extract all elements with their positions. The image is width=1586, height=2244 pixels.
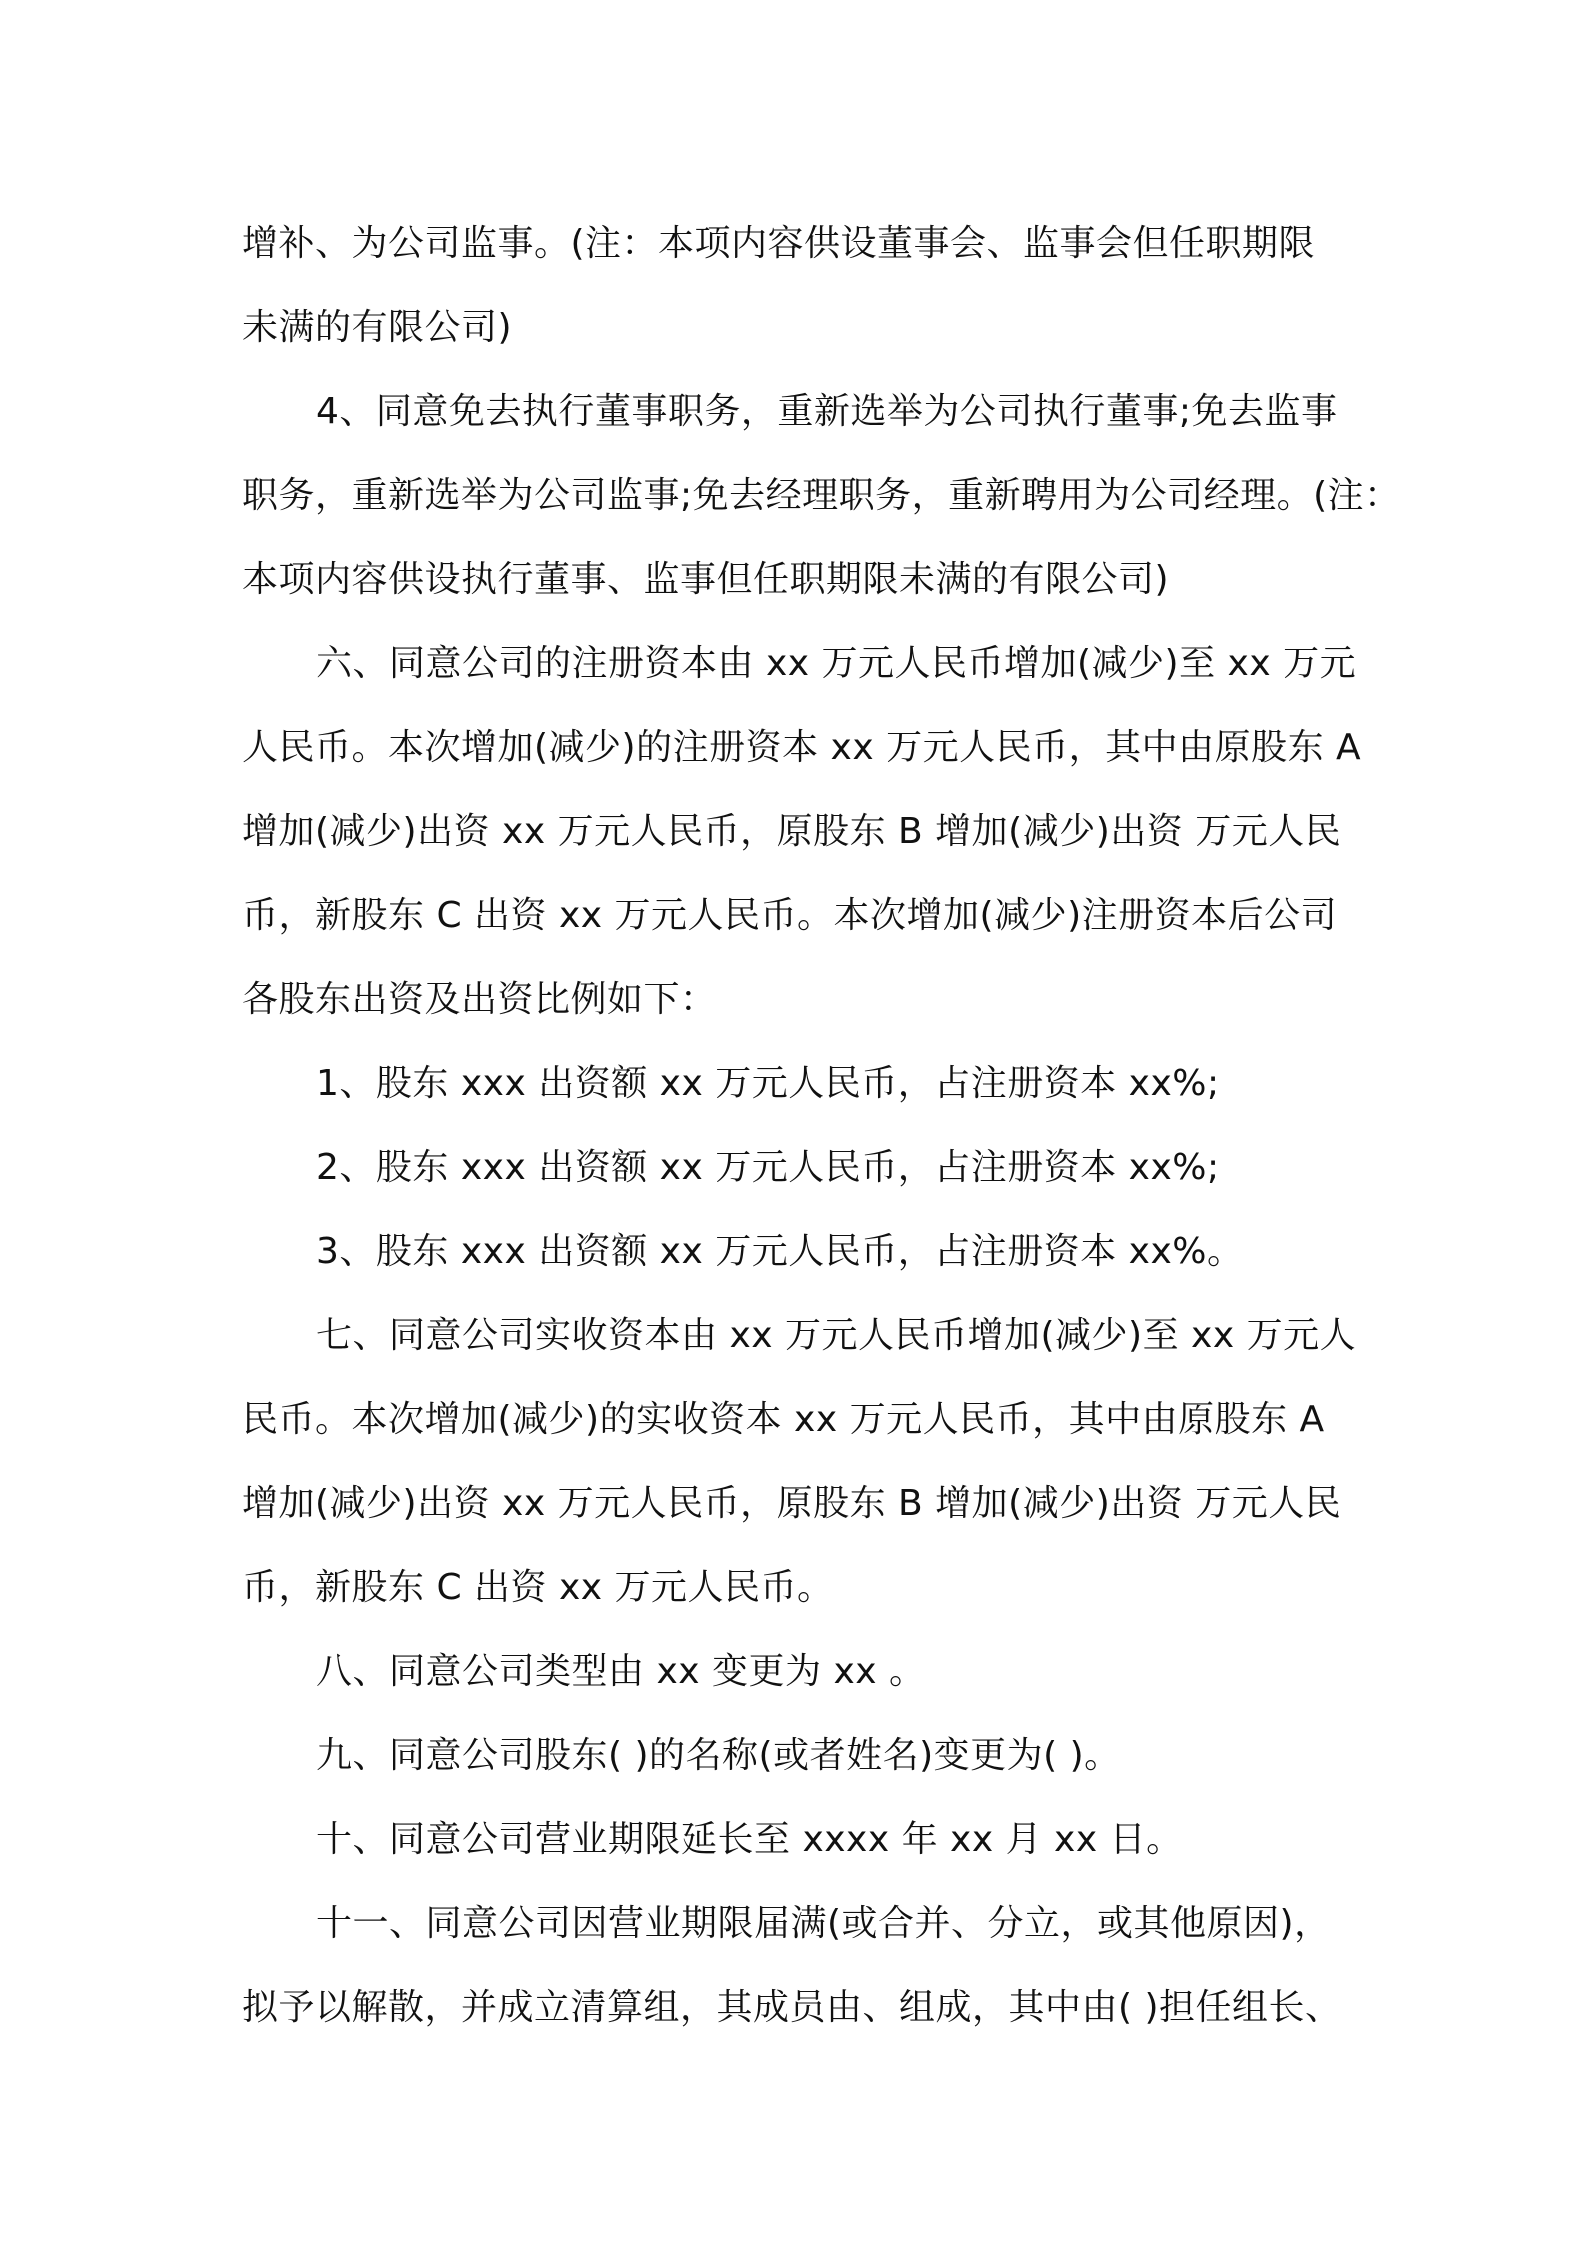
- text-line: 增补、为公司监事。(注：本项内容供设董事会、监事会但任职期限: [242, 223, 1316, 264]
- text-line: 十一、同意公司因营业期限届满(或合并、分立，或其他原因)，: [316, 1903, 1331, 1944]
- text-line: 职务，重新选举为公司监事;免去经理职务，重新聘用为公司经理。(注：: [242, 475, 1401, 516]
- text-line: 八、同意公司类型由 xx 变更为 xx 。: [316, 1651, 926, 1692]
- text-line: 2、股东 xxx 出资额 xx 万元人民币，占注册资本 xx%;: [316, 1147, 1220, 1188]
- text-line: 拟予以解散，并成立清算组，其成员由、组成，其中由( )担任组长、: [242, 1987, 1342, 2028]
- text-line: 十、同意公司营业期限延长至 xxxx 年 xx 月 xx 日。: [316, 1819, 1183, 1860]
- text-line: 七、同意公司实收资本由 xx 万元人民币增加(减少)至 xx 万元人: [316, 1315, 1357, 1356]
- document-body: [242, 202, 1401, 2050]
- text-line: 3、股东 xxx 出资额 xx 万元人民币，占注册资本 xx%。: [316, 1231, 1244, 1272]
- text-line: 民币。本次增加(减少)的实收资本 xx 万元人民币，其中由原股东 A: [242, 1399, 1325, 1440]
- text-line: 1、股东 xxx 出资额 xx 万元人民币，占注册资本 xx%;: [316, 1063, 1220, 1104]
- text-line: 各股东出资及出资比例如下：: [242, 979, 717, 1020]
- text-line: 人民币。本次增加(减少)的注册资本 xx 万元人民币，其中由原股东 A: [242, 727, 1362, 768]
- text-line: 本项内容供设执行董事、监事但任职期限未满的有限公司): [242, 559, 1170, 600]
- text-line: 增加(减少)出资 xx 万元人民币，原股东 B 增加(减少)出资 万元人民: [242, 811, 1342, 852]
- text-line: 增加(减少)出资 xx 万元人民币，原股东 B 增加(减少)出资 万元人民: [242, 1483, 1342, 1524]
- text-line: 九、同意公司股东( )的名称(或者姓名)变更为( )。: [316, 1735, 1121, 1776]
- text-line: 币，新股东 C 出资 xx 万元人民币。: [242, 1567, 834, 1608]
- text-line: 币，新股东 C 出资 xx 万元人民币。本次增加(减少)注册资本后公司: [242, 895, 1338, 936]
- text-line: 未满的有限公司): [242, 307, 513, 348]
- text-line: 4、同意免去执行董事职务，重新选举为公司执行董事;免去监事: [316, 391, 1338, 432]
- text-line: 六、同意公司的注册资本由 xx 万元人民币增加(减少)至 xx 万元: [316, 643, 1357, 684]
